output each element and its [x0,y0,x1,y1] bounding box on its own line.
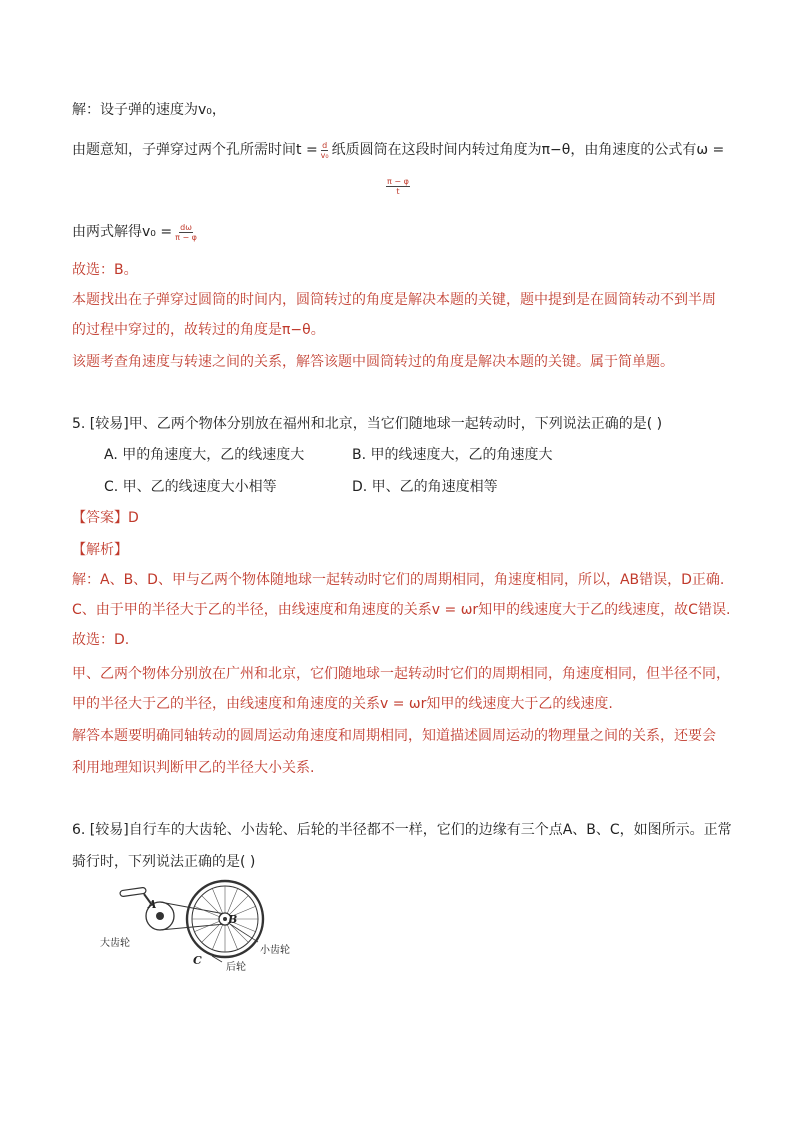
label-big-gear: 大齿轮 [100,938,130,949]
time-fraction-denominator: v₀ [320,150,329,160]
bicycle-gear-diagram [100,876,310,976]
q5-solution-line-3: 故选：D. [72,632,130,648]
q5-solution-line-1: 解：A、B、D、甲与乙两个物体随地球一起转动时它们的周期相同，角速度相同，所以，AB错误，D正确. [72,572,725,588]
q5-solution-line-7: 利用地理知识判断甲乙的半径大小关系. [72,760,315,776]
omega-fraction-numerator: π − φ [387,177,409,186]
q5-option-d: D. 甲、乙的角速度相等 [352,479,498,495]
solution-line-4-text: 由两式解得v₀ = [72,224,173,240]
solution-line-2-text-b: 纸质圆筒在这段时间内转过角度为π−θ，由角速度的公式有ω = [331,142,725,158]
label-point-a: A [148,898,157,911]
label-point-c: C [193,954,202,967]
q5-solution-line-6: 解答本题要明确同轴转动的圆周运动角速度和周期相同，知道描述圆周运动的物理量之间的关系，还要会 [72,728,716,744]
q5-option-a: A. 甲的角速度大，乙的线速度大 [104,447,305,463]
q4-analysis-line-3: 该题考查角速度与转速之间的关系，解答该题中圆筒转过的角度是解决本题的关键。属于简单题。 [72,354,674,370]
solution-line-2-text-a: 由题意知，子弹穿过两个孔所需时间t = [72,142,318,158]
q6-stem-line-1: 6. [较易]自行车的大齿轮、小齿轮、后轮的半径都不一样，它们的边缘有三个点A、B、C，如图所示。正常 [72,822,732,838]
q5-option-b: B. 甲的线速度大，乙的角速度大 [352,447,553,463]
label-small-gear: 小齿轮 [260,945,290,956]
q5-option-c: C. 甲、乙的线速度大小相等 [104,479,277,495]
solution-line-1: 解：设子弹的速度为v₀， [72,102,226,118]
q4-analysis-line-1: 本题找出在子弹穿过圆筒的时间内，圆筒转过的角度是解决本题的关键，题中提到是在圆筒转动不到半周 [72,292,716,308]
time-fraction [320,141,330,160]
solution-line-4 [72,222,200,242]
pedal [120,887,147,897]
q5-analysis-label: 【解析】 [72,542,128,558]
q5-solution-line-4: 甲、乙两个物体分别放在广州和北京，它们随地球一起转动时它们的周期相同，角速度相同，但半径不同， [72,666,730,682]
q5-solution-line-2: C、由于甲的半径大于乙的半径，由线速度和角速度的关系v = ωr知甲的线速度大于乙的线速度，故C错误. [72,602,731,618]
q5-answer-label: 【答案】D [72,510,139,526]
bicycle-gear-figure [100,876,310,976]
time-fraction-numerator: d [322,140,328,150]
velocity-fraction [174,223,198,242]
omega-fraction-denominator: t [396,187,400,196]
q4-analysis-line-2: 的过程中穿过的，故转过的角度是π−θ。 [72,322,325,338]
label-point-b: B [228,913,238,926]
velocity-fraction-numerator: dω [180,222,192,232]
q5-solution-line-5: 甲的半径大于乙的半径，由线速度和角速度的关系v = ωr知甲的线速度大于乙的线速度. [72,696,613,712]
omega-fraction [384,176,412,196]
q6-stem-line-2: 骑行时，下列说法正确的是( ) [72,854,256,870]
q4-answer: 故选：B。 [72,262,138,278]
label-rear-wheel: 后轮 [226,962,246,973]
big-gear-hub [156,912,164,920]
solution-line-2 [72,140,724,160]
q5-stem: 5. [较易]甲、乙两个物体分别放在福州和北京，当它们随地球一起转动时，下列说法正确的是( ) [72,416,663,432]
small-gear-hub [223,917,227,921]
velocity-fraction-denominator: π − φ [175,232,197,242]
